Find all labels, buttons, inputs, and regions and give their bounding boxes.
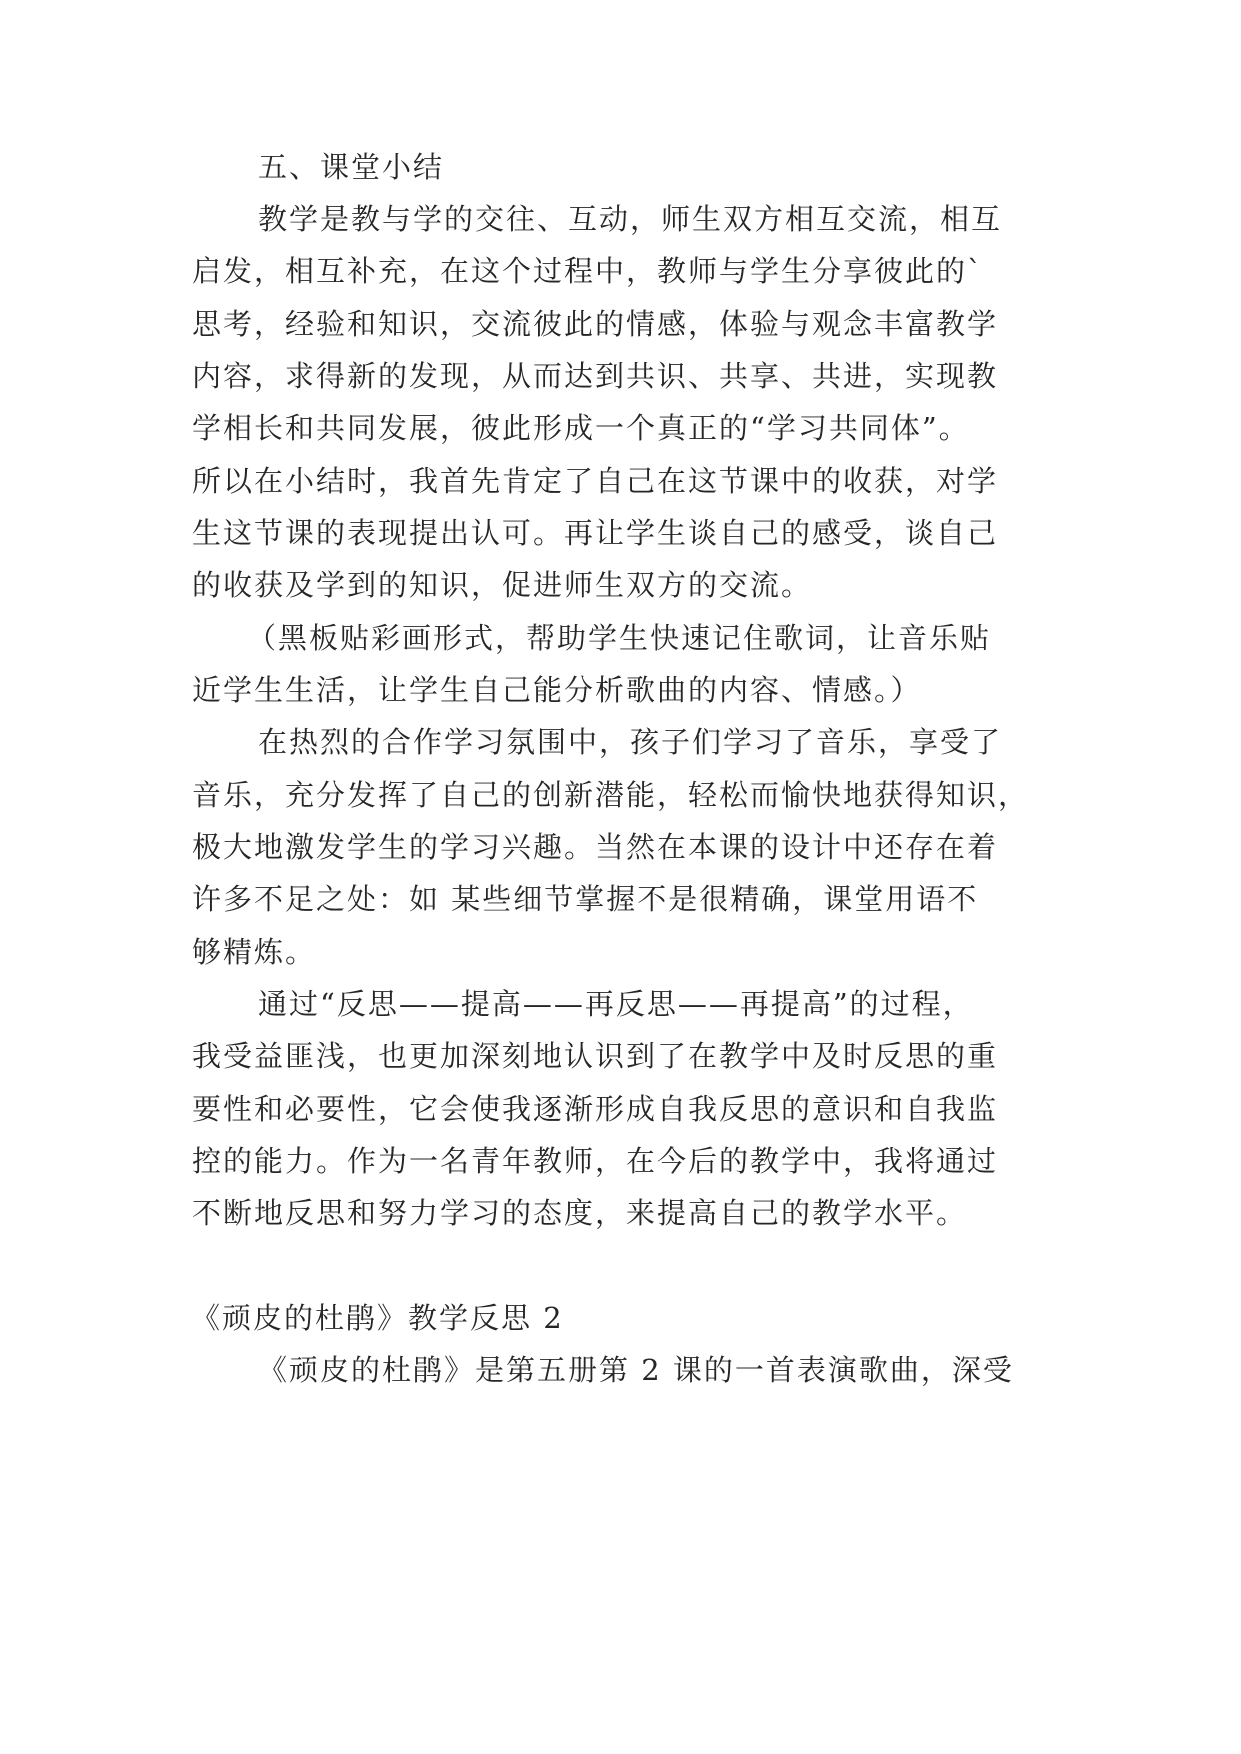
paragraph-line: 控的能力。作为一名青年教师，在今后的教学中，我将通过 bbox=[192, 1144, 999, 1178]
paragraph-line: 要性和必要性，它会使我逐渐形成自我反思的意识和自我监 bbox=[192, 1092, 999, 1126]
paragraph-line: 许多不足之处：如 某些细节掌握不是很精确，课堂用语不 bbox=[192, 882, 979, 916]
paragraph-line: 《顽皮的杜鹃》是第五册第 2 课的一首表演歌曲，深受 bbox=[258, 1353, 1014, 1387]
paragraph-line: 在热烈的合作学习氛围中，孩子们学习了音乐，享受了 bbox=[258, 725, 1003, 759]
paragraph-line: 不断地反思和努力学习的态度，来提高自己的教学水平。 bbox=[192, 1196, 968, 1230]
paragraph-line: 极大地激发学生的学习兴趣。当然在本课的设计中还存在着 bbox=[192, 830, 999, 864]
paragraph-line: 内容，求得新的发现，从而达到共识、共享、共进，实现教 bbox=[192, 359, 999, 393]
paragraph-line: 我受益匪浅，也更加深刻地认识到了在教学中及时反思的重 bbox=[192, 1039, 999, 1073]
paragraph-line: 教学是教与学的交往、互动，师生双方相互交流，相互 bbox=[258, 202, 1003, 236]
paragraph-line: 启发，相互补充，在这个过程中，教师与学生分享彼此的` bbox=[192, 254, 984, 288]
section-heading: 五、课堂小结 bbox=[258, 150, 445, 184]
paragraph-line: 思考，经验和知识，交流彼此的情感，体验与观念丰富教学 bbox=[192, 307, 999, 341]
paragraph-line: 的收获及学到的知识，促进师生双方的交流。 bbox=[192, 568, 813, 602]
section-title: 《顽皮的杜鹃》教学反思 2 bbox=[191, 1301, 564, 1335]
paragraph-line: 通过“反思——提高——再反思——再提高”的过程， bbox=[258, 987, 974, 1021]
paragraph-line: 够精炼。 bbox=[192, 935, 317, 969]
paragraph-line: 近学生生活，让学生自己能分析歌曲的内容、情感。） bbox=[192, 673, 922, 707]
paragraph-line: 所以在小结时，我首先肯定了自己在这节课中的收获，对学 bbox=[192, 464, 999, 498]
paragraph-line: 音乐，充分发挥了自己的创新潜能，轻松而愉快地获得知识， bbox=[192, 778, 1030, 812]
paragraph-line: 学相长和共同发展，彼此形成一个真正的“学习共同体”。 bbox=[192, 411, 970, 445]
paragraph-line: 生这节课的表现提出认可。再让学生谈自己的感受，谈自己 bbox=[192, 516, 999, 550]
paragraph-line: （黑板贴彩画形式，帮助学生快速记住歌词，让音乐贴 bbox=[247, 621, 992, 655]
